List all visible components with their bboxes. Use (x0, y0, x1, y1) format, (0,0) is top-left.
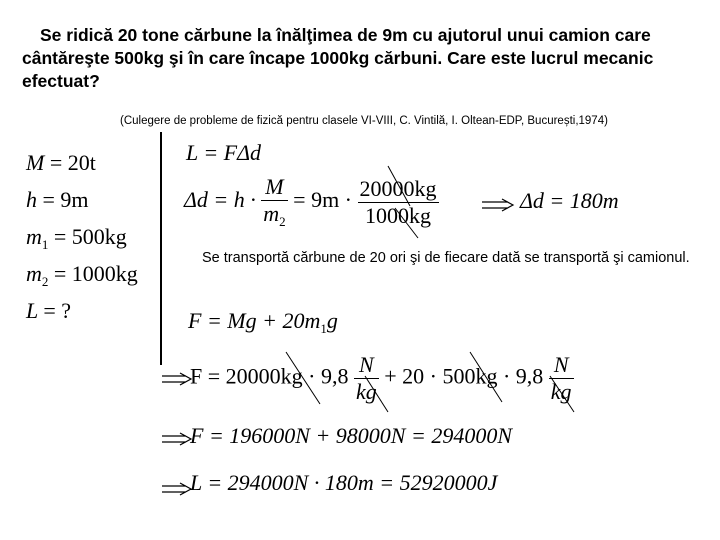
cancel-strike-kg-top (388, 166, 410, 206)
equation-distance-result: Δd = 180m (520, 188, 619, 213)
given-m2: $m_2 = 1000kg$ (26, 261, 138, 289)
cancel-strike-kg-bottom (395, 208, 418, 238)
given-h: h = 9m (26, 187, 89, 212)
given-L: L = ? (26, 298, 72, 323)
cancel-strike-kg-1 (286, 352, 320, 404)
equation-force-result: F = 196000N + 98000N = 294000N (190, 423, 512, 448)
cancel-strike-kg-4 (550, 376, 574, 412)
cancel-strike-kg-2 (365, 376, 388, 412)
problem-text: Se ridică 20 tone cărbune la înălţimea de 9m cu ajutorul unui camion care cântăreşte 500kg şi în care încape 1000kg cărbuni. Care este lucrul mecanic efectuat? (22, 25, 654, 91)
explanation-note: Se transportă cărbune de 20 ori şi de fiecare dată se transportă şi camionul. (202, 250, 690, 266)
equation-force-substituted: F = 20000kg · 9,8 $\frac{N}{kg}$ + 20 · 500kg · 9,8 $\frac{N}{kg}$ (190, 352, 572, 404)
fraction-M-over-m2: $\frac{M}{m_2}$ (263, 174, 286, 229)
equation-work: L = FΔd (186, 140, 262, 165)
source-citation: (Culegere de probleme de fizică pentru clasele VI-VIII, C. Vintilă, I. Oltean-EDP, București,1974) (120, 115, 608, 127)
given-m1: $m_1 = 500kg$ (26, 224, 127, 252)
equation-work-result: L = 294000N · 180m = 52920000J (190, 470, 498, 495)
equation-force: $F = Mg + 20m_1g$ (188, 308, 338, 336)
given-M: M = 20t (26, 150, 96, 175)
fraction-mass-ratio: $\frac{20000kg}{1000kg}$ (359, 175, 437, 228)
cancel-strike-kg-3 (470, 352, 502, 402)
equation-distance: Δd = h · $\frac{M}{m_2}$ = 9m · $\frac{20000kg}{1000kg}$ (184, 174, 437, 229)
